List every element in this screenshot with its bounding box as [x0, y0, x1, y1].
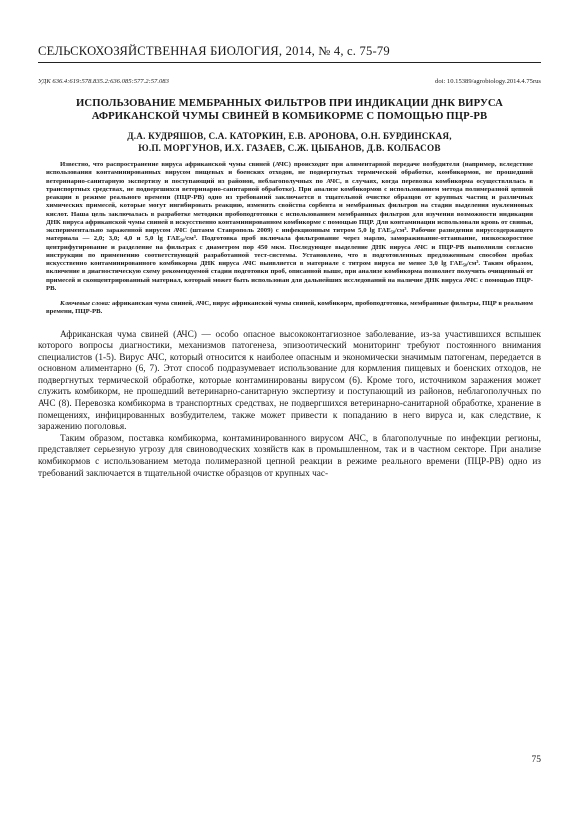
keywords-text: африканская чума свиней, АЧС, вирус африканской чумы свиней, комбикорм, пробоподготовка, мембранные фильтры, ПЦР в реальном времени, ПЦР-РВ.	[46, 300, 533, 316]
authors-line-2: Ю.П. МОРГУНОВ, И.Х. ГАЗАЕВ, С.Ж. ЦЫБАНОВ, Д.В. КОЛБАСОВ	[138, 143, 441, 153]
udk-code: УДК 636.4:619:578.835.2:636.085:577.2:57.083	[38, 78, 169, 85]
keywords	[38, 300, 541, 317]
page-number: 75	[531, 755, 541, 765]
authors	[38, 130, 541, 154]
journal-header: СЕЛЬСКОХОЗЯЙСТВЕННАЯ БИОЛОГИЯ, 2014, № 4, с. 75-79	[38, 44, 541, 63]
article-meta	[38, 78, 541, 85]
article-title: ИСПОЛЬЗОВАНИЕ МЕМБРАННЫХ ФИЛЬТРОВ ПРИ ИНДИКАЦИИ ДНК ВИРУСА АФРИКАНСКОЙ ЧУМЫ СВИНЕЙ В КОМБИКОРМЕ С ПОМОЩЬЮ ПЦР-РВ	[75, 97, 504, 122]
authors-line-1: Д.А. КУДРЯШОВ, С.А. КАТОРКИН, Е.В. АРОНОВА, О.Н. БУРДИНСКАЯ,	[127, 131, 452, 141]
body-paragraph-1: Африканская чума свиней (АЧС) — особо опасное высококонтагиозное заболевание, из-за участившихся вспышек которого вопросы диагностики, механизмов патогенеза, эпизоотический мониторинг требуют постоянного внимания специалистов (1-5). Вирус АЧС, который относится к наиболее опасным и экономически значимым патогенам, передается в основном алиментарно (6, 7). Этот способ подразумевает использование для кормления пищевых и боенских отходов, не подвергнутых термической обработке, которые контаминированы вирусом (6). Кроме того, источником заражения может служить комбикорм, не прошедший ветеринарно-санитарную экспертизу и поступающий из районов, неблагополучных по АЧС (8). Перевозка комбикорма в транспортных средствах, не подвергшихся ветеринарно-санитарной обработке, хранение в помещениях, инфицированных возбудителем, также может привести к попаданию в него вируса и, как следствие, к заражению поголовья.	[38, 329, 541, 433]
doi: doi: 10.15389/agrobiology.2014.4.75rus	[435, 78, 541, 85]
keywords-label: Ключевые слова:	[60, 300, 111, 307]
article-page	[38, 28, 541, 480]
body-paragraph-2: Таким образом, поставка комбикорма, контаминированного вирусом АЧС, в благополучные по инфекции регионы, представляет серьезную угрозу для свиноводческих хозяйств как в промышленном, так и в частном секторе. При анализе комбикормов с использованием метода полимеразной цепной реакции в режиме реального времени (ПЦР-РВ) одно из требований заключается в тщательной очистке образцов от крупных час-	[38, 433, 541, 479]
abstract: Известно, что распространение вируса африканской чумы свиней (АЧС) происходит при алиментарной передаче возбудителя (например, вследствие использования контаминированных вирусом пищевых и боенских отходов, не подвергнутых термической обработке, комбикормов, не прошедший ветеринарно-санитарную экспертизу и поступающий из районов, неблагополучных по АЧС, в случаях, когда перевозка комбикорма осуществлялась в транспортных средствах, не подвергшихся ветеринарно-санитарной обработке). При анализе комбикормов с использованием метода полимеразной цепной реакции в режиме реального времени (ПЦР-РВ) одно из требований заключается в тщательной очистке образцов от крупных частиц и различных химических примесей, которые могут ингибировать реакцию, изменять свойства сорбента и мембранных фильтров на стадии выделения нуклеиновых кислот. Наша цель заключалась в разработке методики пробоподготовки с использованием мембранных фильтров для изучения возможности индикации ДНК вируса африканской чумы свиней в искусственно контаминированном комбикорме с помощью ПЦР. Для контаминации использовали кровь от свиньи, экспериментально зараженной вирусом АЧС (штамм Ставрополь 2009) с инфекционным титром 5,0 lg ГАЕ₅₀/см³. Рабочие разведения вируссодержащего материала — 2,0; 3,0; 4,0 и 5,0 lg ГАЕ₅₀/см³. Подготовка проб включала фильтрование через марлю, замораживание-оттаивание, низкоскоростное центрифугирование и разделение на фильтрах с диаметром пор 450 мкм. Последующее выделение ДНК вируса АЧС и ПЦР-РВ выполняли согласно инструкции по применению соответствующей разработанной тест-системы. Установлено, что в подготовленных предложенным способом пробах искусственно контаминированного комбикорма ДНК вируса АЧС выявляется в материале с титром вируса не менее 3,0 lg ГАЕ₅₀/см³. Таким образом, включение в диагностическую схему рекомендуемой стадии подготовки проб, описанной выше, при анализе комбикорма позволяет получить очищенный от примесей и сконцентрированный материал, который может быть использован для дальнейших исследований на наличие ДНК вируса АЧС с помощью ПЦР-РВ.	[46, 161, 533, 292]
